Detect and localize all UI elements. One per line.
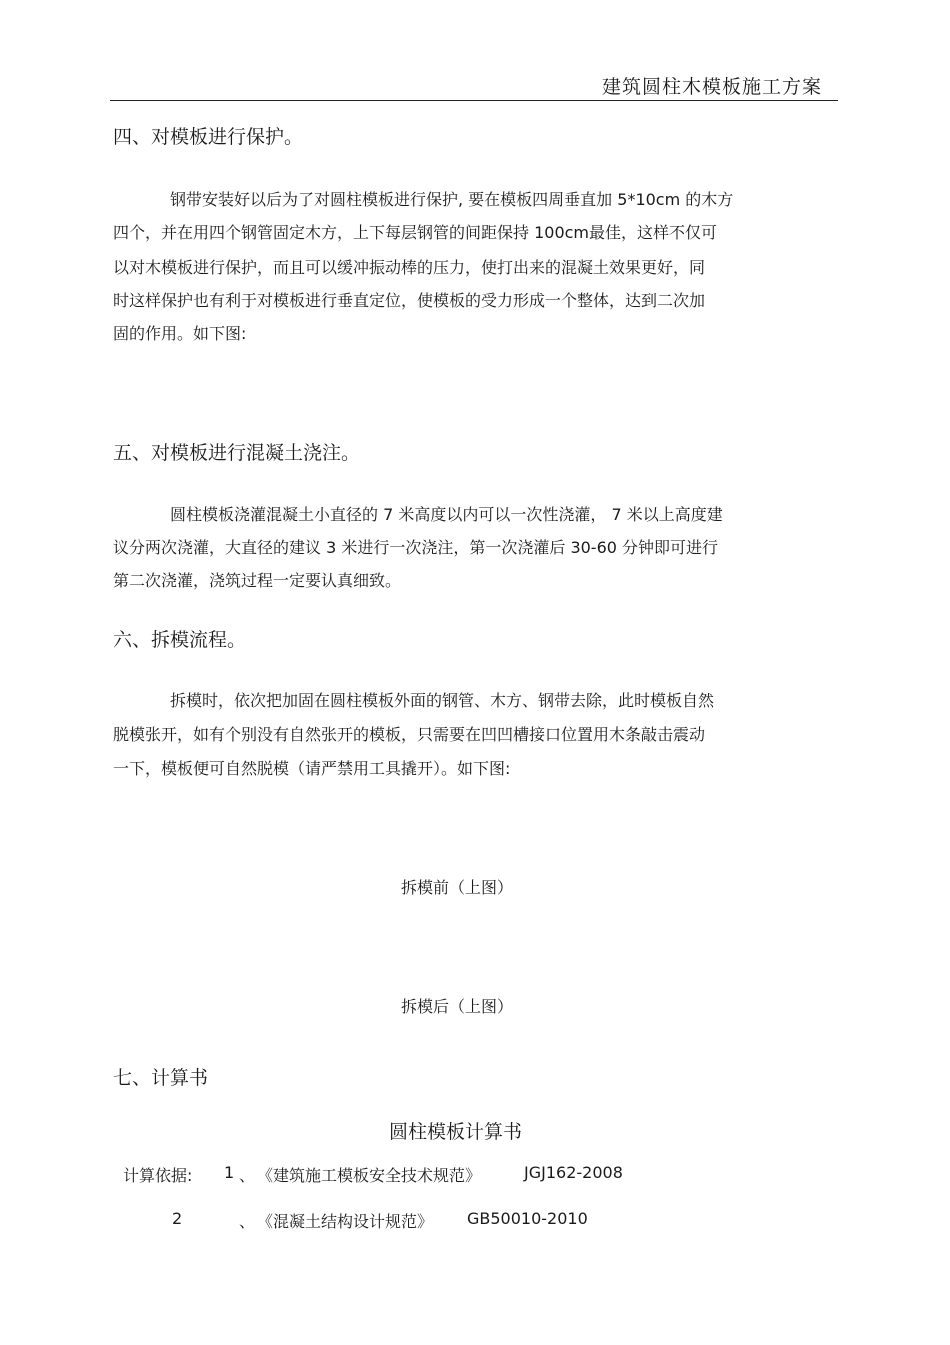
ref-1-separator: 、 <box>239 1166 256 1185</box>
calculation-title: 圆柱模板计算书 <box>389 1121 523 1143</box>
ref-1-name: 《建筑施工模板安全技术规范》 <box>257 1166 482 1185</box>
caption-after-removal: 拆模后（上图） <box>401 997 514 1016</box>
header-divider <box>110 100 838 101</box>
section-6-line-1: 拆模时，依次把加固在圆柱模板外面的钢管、木方、钢带去除，此时模板自然 <box>170 691 715 710</box>
section-6-line-2: 脱模张开，如有个别没有自然张开的模板，只需要在凹凹槽接口位置用木条敲击震动 <box>113 725 706 744</box>
basis-label: 计算依据: <box>123 1166 193 1185</box>
ref-2-name: 《混凝土结构设计规范》 <box>257 1212 434 1231</box>
section-4-heading: 四、对模板进行保护。 <box>113 126 304 148</box>
ref-2-number: 2 <box>172 1209 183 1228</box>
section-5-heading: 五、对模板进行混凝土浇注。 <box>113 442 361 464</box>
section-4-line-4: 时这样保护也有利于对模板进行垂直定位，使模板的受力形成一个整体，达到二次加 <box>113 291 706 310</box>
section-5-line-3: 第二次浇灌，浇筑过程一定要认真细致。 <box>113 571 402 590</box>
ref-1-code: JGJ162-2008 <box>524 1163 623 1182</box>
section-7-heading: 七、计算书 <box>113 1067 209 1089</box>
section-4-line-2: 四个，并在用四个钢管固定木方，上下每层钢管的间距保持 100cm最佳，这样不仅可 <box>113 223 718 242</box>
section-4-line-3: 以对木模板进行保护，而且可以缓冲振动棒的压力，使打出来的混凝土效果更好，同 <box>113 258 706 277</box>
section-6-line-3: 一下，模板便可自然脱模（请严禁用工具撬开）。如下图: <box>113 759 511 778</box>
section-5-line-2: 议分两次浇灌，大直径的建议 3 米进行一次浇注，第一次浇灌后 30-60 分钟即可进行 <box>113 538 719 557</box>
section-6-heading: 六、拆模流程。 <box>113 629 247 651</box>
ref-1-number: 1 <box>224 1163 235 1182</box>
section-5-line-1: 圆柱模板浇灌混凝土小直径的 7 米高度以内可以一次性浇灌， 7 米以上高度建 <box>170 505 723 524</box>
ref-2-code: GB50010-2010 <box>467 1209 588 1228</box>
ref-2-separator: 、 <box>239 1212 256 1231</box>
page-header-title: 建筑圆柱木模板施工方案 <box>601 76 822 98</box>
section-4-line-5: 固的作用。如下图: <box>113 324 247 343</box>
caption-before-removal: 拆模前（上图） <box>401 878 514 897</box>
section-4-line-1: 钢带安装好以后为了对圆柱模板进行保护, 要在模板四周垂直加 5*10cm 的木方 <box>170 190 734 209</box>
